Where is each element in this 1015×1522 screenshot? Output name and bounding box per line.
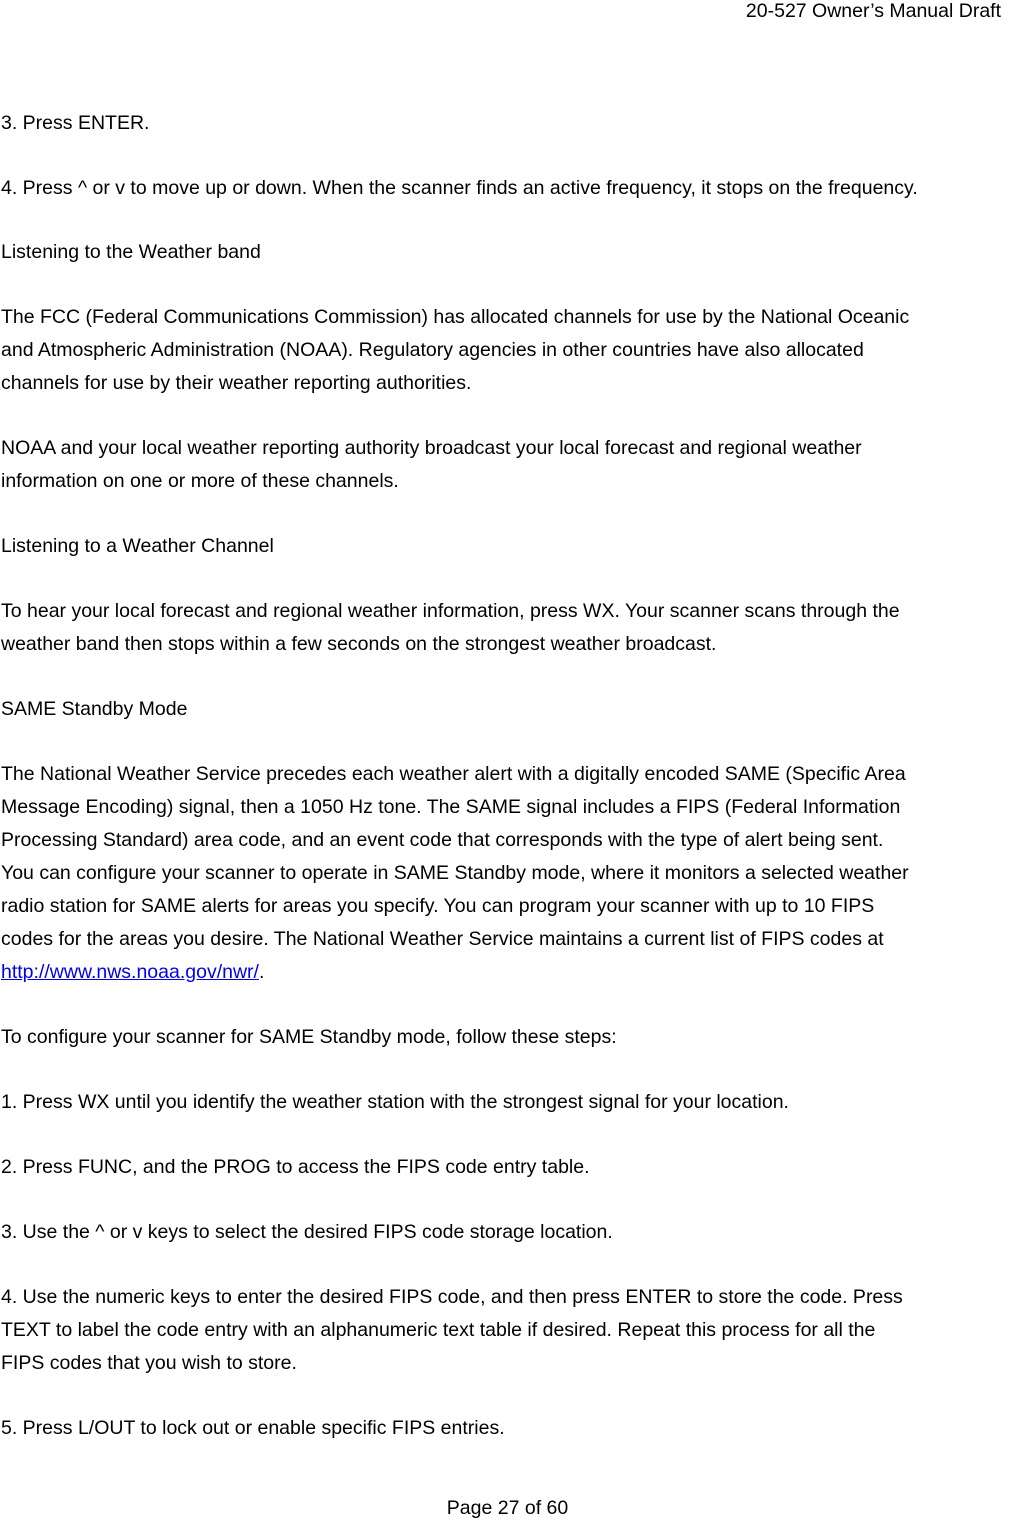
same-paragraph-line-5: radio station for SAME alerts for areas you specify. You can program your scanner with up to 10 FIPS [1,895,875,917]
fcc-paragraph-line-3: channels for use by their weather reporting authorities. [1,372,472,394]
step-3-press-enter: 3. Press ENTER. [1,112,150,134]
config-step-4-line-1: 4. Use the numeric keys to enter the desired FIPS code, and then press ENTER to store the code. Press [1,1286,903,1308]
fcc-paragraph-line-1: The FCC (Federal Communications Commission) has allocated channels for use by the National Oceanic [1,306,910,328]
hear-paragraph-line-2: weather band then stops within a few seconds on the strongest weather broadcast. [1,633,717,655]
hear-paragraph-line-1: To hear your local forecast and regional weather information, press WX. Your scanner scans through the [1,600,900,622]
config-step-3: 3. Use the ^ or v keys to select the desired FIPS code storage location. [1,1221,613,1243]
heading-same-standby: SAME Standby Mode [1,698,188,720]
page-number: Page 27 of 60 [446,1497,569,1519]
heading-weather-channel: Listening to a Weather Channel [1,535,274,557]
heading-weather-band: Listening to the Weather band [1,241,261,263]
nws-fips-link[interactable]: http://www.nws.noaa.gov/nwr/ [1,961,259,983]
same-paragraph-line-2: Message Encoding) signal, then a 1050 Hz tone. The SAME signal includes a FIPS (Federal Information [1,796,901,818]
step-4-scan-instruction: 4. Press ^ or v to move up or down. When the scanner finds an active frequency, it stops on the frequency. [1,177,918,199]
configure-intro: To configure your scanner for SAME Standby mode, follow these steps: [1,1026,617,1048]
config-step-4-line-2: TEXT to label the code entry with an alphanumeric text table if desired. Repeat this process for all the [1,1319,876,1341]
noaa-paragraph-line-2: information on one or more of these channels. [1,470,399,492]
config-step-5: 5. Press L/OUT to lock out or enable specific FIPS entries. [1,1417,505,1439]
fcc-paragraph-line-2: and Atmospheric Administration (NOAA). Regulatory agencies in other countries have also allocated [1,339,864,361]
config-step-2: 2. Press FUNC, and the PROG to access the FIPS code entry table. [1,1156,590,1178]
document-header: 20-527 Owner’s Manual Draft [745,0,1001,22]
config-step-4-line-3: FIPS codes that you wish to store. [1,1352,297,1374]
noaa-paragraph-line-1: NOAA and your local weather reporting authority broadcast your local forecast and regional weather [1,437,862,459]
same-paragraph-line-4: You can configure your scanner to operate in SAME Standby mode, where it monitors a selected weather [1,862,909,884]
same-paragraph-line-6: codes for the areas you desire. The National Weather Service maintains a current list of FIPS codes at [1,928,884,950]
same-paragraph-line-1: The National Weather Service precedes each weather alert with a digitally encoded SAME (Specific Area [1,763,906,785]
config-step-1: 1. Press WX until you identify the weather station with the strongest signal for your location. [1,1091,789,1113]
same-paragraph-line-7 [1,961,264,983]
same-paragraph-line-3: Processing Standard) area code, and an event code that corresponds with the type of alert being sent. [1,829,884,851]
link-trailing-period: . [258,961,265,983]
